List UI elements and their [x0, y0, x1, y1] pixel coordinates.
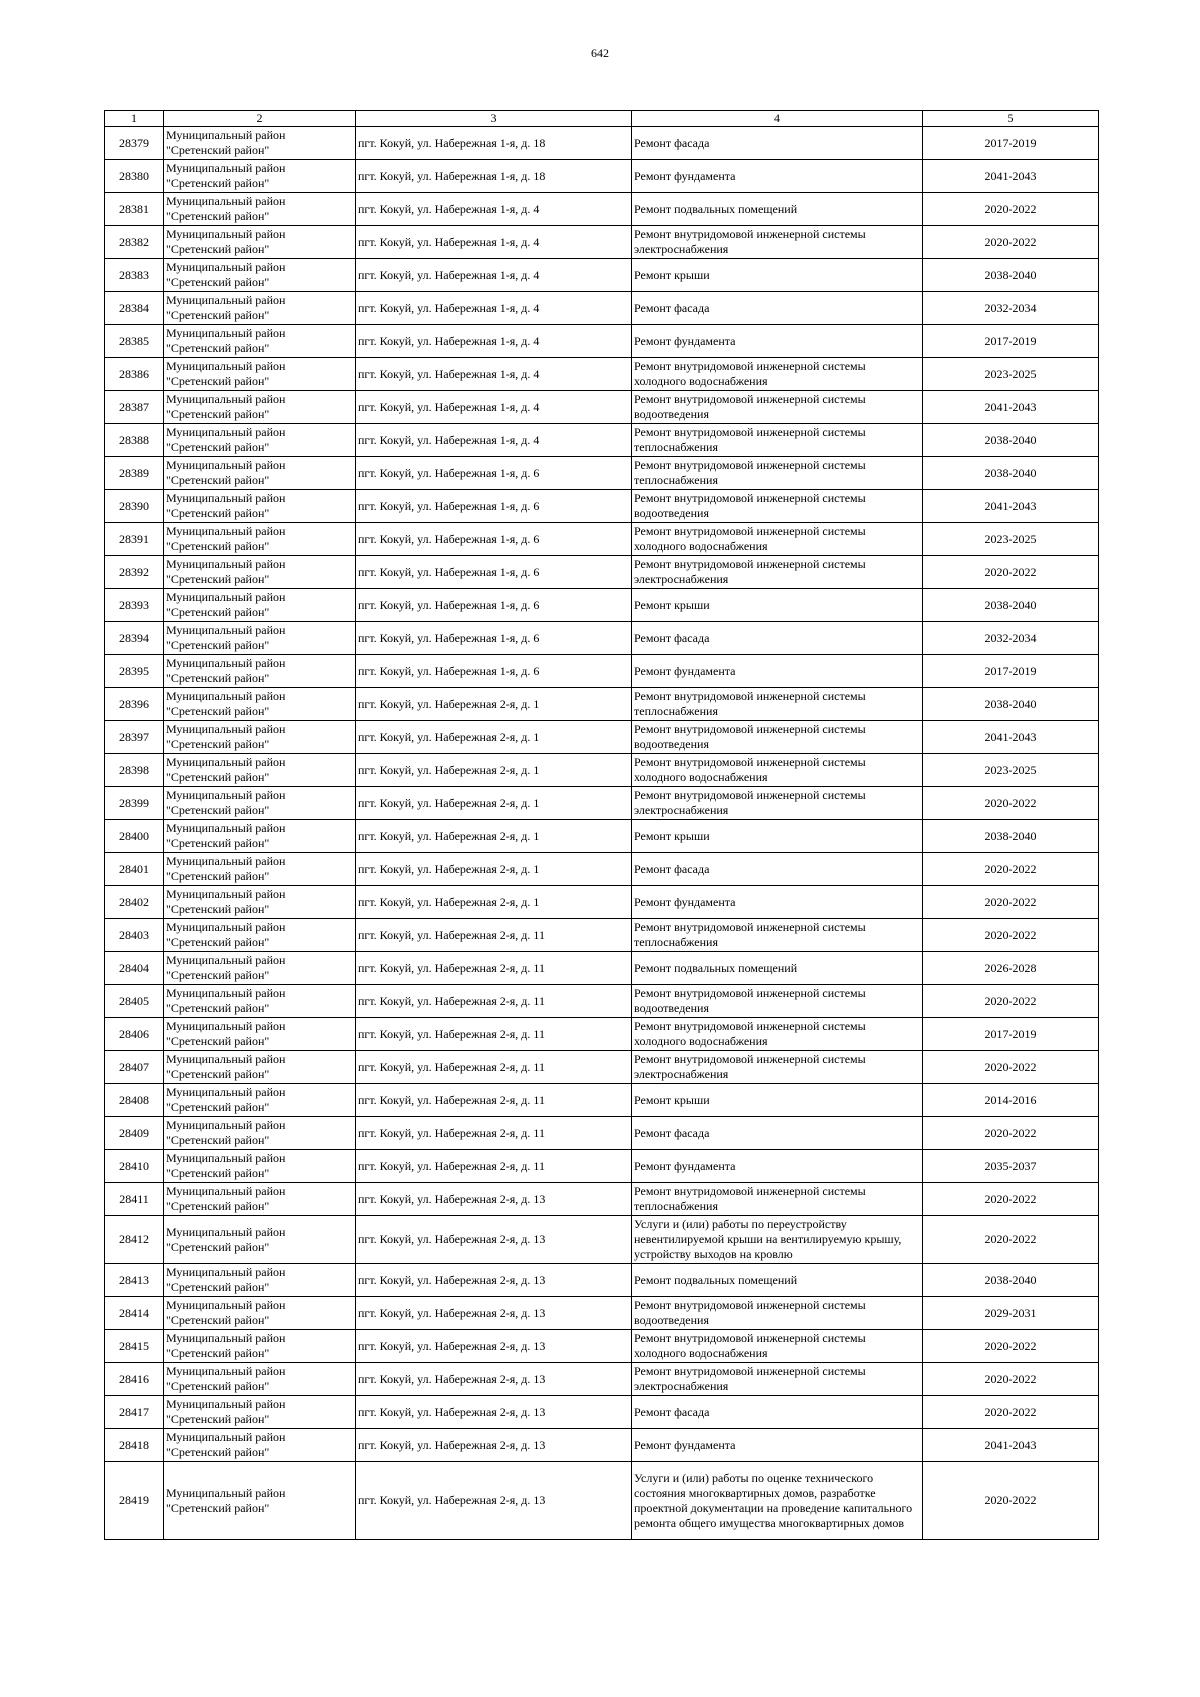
address-cell: пгт. Кокуй, ул. Набережная 2-я, д. 1: [356, 853, 632, 886]
address-cell: пгт. Кокуй, ул. Набережная 1-я, д. 4: [356, 259, 632, 292]
row-number-cell: 28404: [105, 952, 164, 985]
table-row: [105, 490, 1099, 523]
work-type-cell: Ремонт внутридомовой инженерной системы теплоснабжения: [632, 1183, 923, 1216]
district-cell: Муниципальный район "Сретенский район": [164, 622, 356, 655]
period-cell: 2023-2025: [923, 754, 1099, 787]
row-number-cell: 28385: [105, 325, 164, 358]
work-type-cell: Ремонт крыши: [632, 820, 923, 853]
row-number-cell: 28399: [105, 787, 164, 820]
address-cell: пгт. Кокуй, ул. Набережная 1-я, д. 4: [356, 325, 632, 358]
address-cell: пгт. Кокуй, ул. Набережная 2-я, д. 13: [356, 1429, 632, 1462]
period-cell: 2017-2019: [923, 325, 1099, 358]
work-type-cell: Ремонт внутридомовой инженерной системы электроснабжения: [632, 787, 923, 820]
row-number-cell: 28410: [105, 1150, 164, 1183]
district-cell: Муниципальный район "Сретенский район": [164, 1330, 356, 1363]
column-header-1: 1: [105, 111, 164, 127]
row-number-cell: 28393: [105, 589, 164, 622]
period-cell: 2020-2022: [923, 1051, 1099, 1084]
district-cell: Муниципальный район "Сретенский район": [164, 292, 356, 325]
work-type-cell: Ремонт внутридомовой инженерной системы холодного водоснабжения: [632, 1330, 923, 1363]
table-row: [105, 787, 1099, 820]
district-cell: Муниципальный район "Сретенский район": [164, 1396, 356, 1429]
period-cell: 2032-2034: [923, 622, 1099, 655]
period-cell: 2032-2034: [923, 292, 1099, 325]
period-cell: 2020-2022: [923, 1117, 1099, 1150]
table-row: [105, 160, 1099, 193]
period-cell: 2020-2022: [923, 919, 1099, 952]
work-type-cell: Ремонт внутридомовой инженерной системы водоотведения: [632, 391, 923, 424]
period-cell: 2041-2043: [923, 490, 1099, 523]
table-row: [105, 721, 1099, 754]
address-cell: пгт. Кокуй, ул. Набережная 2-я, д. 11: [356, 1084, 632, 1117]
period-cell: 2029-2031: [923, 1297, 1099, 1330]
district-cell: Муниципальный район "Сретенский район": [164, 1084, 356, 1117]
table-row: [105, 457, 1099, 490]
row-number-cell: 28386: [105, 358, 164, 391]
table-row: [105, 226, 1099, 259]
period-cell: 2020-2022: [923, 1216, 1099, 1264]
period-cell: 2041-2043: [923, 1429, 1099, 1462]
table-row: [105, 853, 1099, 886]
district-cell: Муниципальный район "Сретенский район": [164, 160, 356, 193]
district-cell: Муниципальный район "Сретенский район": [164, 985, 356, 1018]
district-cell: Муниципальный район "Сретенский район": [164, 1363, 356, 1396]
period-cell: 2038-2040: [923, 589, 1099, 622]
row-number-cell: 28406: [105, 1018, 164, 1051]
period-cell: 2017-2019: [923, 127, 1099, 160]
district-cell: Муниципальный район "Сретенский район": [164, 1018, 356, 1051]
period-cell: 2020-2022: [923, 556, 1099, 589]
row-number-cell: 28396: [105, 688, 164, 721]
district-cell: Муниципальный район "Сретенский район": [164, 358, 356, 391]
address-cell: пгт. Кокуй, ул. Набережная 2-я, д. 11: [356, 985, 632, 1018]
table-row: [105, 259, 1099, 292]
period-cell: 2020-2022: [923, 1462, 1099, 1540]
table-row: [105, 523, 1099, 556]
row-number-cell: 28413: [105, 1264, 164, 1297]
period-cell: 2026-2028: [923, 952, 1099, 985]
district-cell: Муниципальный район "Сретенский район": [164, 1264, 356, 1297]
period-cell: 2038-2040: [923, 1264, 1099, 1297]
table-row: [105, 193, 1099, 226]
period-cell: 2020-2022: [923, 1183, 1099, 1216]
row-number-cell: 28416: [105, 1363, 164, 1396]
work-type-cell: Ремонт крыши: [632, 589, 923, 622]
table-row: [105, 688, 1099, 721]
work-type-cell: Ремонт фундамента: [632, 655, 923, 688]
work-type-cell: Ремонт фасада: [632, 853, 923, 886]
district-cell: Муниципальный район "Сретенский район": [164, 853, 356, 886]
address-cell: пгт. Кокуй, ул. Набережная 1-я, д. 4: [356, 391, 632, 424]
address-cell: пгт. Кокуй, ул. Набережная 2-я, д. 13: [356, 1216, 632, 1264]
period-cell: 2023-2025: [923, 523, 1099, 556]
row-number-cell: 28403: [105, 919, 164, 952]
address-cell: пгт. Кокуй, ул. Набережная 2-я, д. 13: [356, 1183, 632, 1216]
address-cell: пгт. Кокуй, ул. Набережная 1-я, д. 6: [356, 655, 632, 688]
table-row: [105, 1264, 1099, 1297]
period-cell: 2014-2016: [923, 1084, 1099, 1117]
work-type-cell: Ремонт крыши: [632, 1084, 923, 1117]
table-header: [105, 111, 1099, 127]
row-number-cell: 28387: [105, 391, 164, 424]
period-cell: 2038-2040: [923, 688, 1099, 721]
work-type-cell: Ремонт внутридомовой инженерной системы теплоснабжения: [632, 424, 923, 457]
district-cell: Муниципальный район "Сретенский район": [164, 721, 356, 754]
row-number-cell: 28409: [105, 1117, 164, 1150]
address-cell: пгт. Кокуй, ул. Набережная 2-я, д. 11: [356, 1018, 632, 1051]
table-row: [105, 1018, 1099, 1051]
period-cell: 2020-2022: [923, 886, 1099, 919]
table-row: [105, 622, 1099, 655]
address-cell: пгт. Кокуй, ул. Набережная 2-я, д. 13: [356, 1363, 632, 1396]
period-cell: 2041-2043: [923, 160, 1099, 193]
row-number-cell: 28391: [105, 523, 164, 556]
address-cell: пгт. Кокуй, ул. Набережная 2-я, д. 13: [356, 1462, 632, 1540]
address-cell: пгт. Кокуй, ул. Набережная 2-я, д. 1: [356, 820, 632, 853]
row-number-cell: 28395: [105, 655, 164, 688]
table-row: [105, 358, 1099, 391]
period-cell: 2020-2022: [923, 985, 1099, 1018]
work-type-cell: Ремонт внутридомовой инженерной системы водоотведения: [632, 721, 923, 754]
work-type-cell: Ремонт подвальных помещений: [632, 952, 923, 985]
row-number-cell: 28398: [105, 754, 164, 787]
address-cell: пгт. Кокуй, ул. Набережная 2-я, д. 11: [356, 919, 632, 952]
work-type-cell: Ремонт подвальных помещений: [632, 1264, 923, 1297]
row-number-cell: 28415: [105, 1330, 164, 1363]
table-row: [105, 1183, 1099, 1216]
period-cell: 2020-2022: [923, 1396, 1099, 1429]
table-row: [105, 820, 1099, 853]
table-row: [105, 1297, 1099, 1330]
period-cell: 2035-2037: [923, 1150, 1099, 1183]
table-body: [105, 127, 1099, 1540]
district-cell: Муниципальный район "Сретенский район": [164, 325, 356, 358]
table-row: [105, 1216, 1099, 1264]
table-row: [105, 1117, 1099, 1150]
work-type-cell: Ремонт фундамента: [632, 1429, 923, 1462]
period-cell: 2020-2022: [923, 226, 1099, 259]
work-type-cell: Ремонт фундамента: [632, 886, 923, 919]
work-type-cell: Ремонт внутридомовой инженерной системы теплоснабжения: [632, 919, 923, 952]
district-cell: Муниципальный район "Сретенский район": [164, 589, 356, 622]
table-row: [105, 1330, 1099, 1363]
address-cell: пгт. Кокуй, ул. Набережная 2-я, д. 11: [356, 1150, 632, 1183]
table-row: [105, 952, 1099, 985]
work-type-cell: Ремонт внутридомовой инженерной системы водоотведения: [632, 1297, 923, 1330]
district-cell: Муниципальный район "Сретенский район": [164, 820, 356, 853]
district-cell: Муниципальный район "Сретенский район": [164, 655, 356, 688]
address-cell: пгт. Кокуй, ул. Набережная 1-я, д. 4: [356, 226, 632, 259]
district-cell: Муниципальный район "Сретенский район": [164, 1216, 356, 1264]
work-type-cell: Ремонт подвальных помещений: [632, 193, 923, 226]
work-type-cell: Услуги и (или) работы по оценке технического состояния многоквартирных домов, разработке проектной документации на проведение капитального ремонта общего имущества многоквартирных домов: [632, 1462, 923, 1540]
period-cell: 2041-2043: [923, 721, 1099, 754]
address-cell: пгт. Кокуй, ул. Набережная 1-я, д. 18: [356, 160, 632, 193]
address-cell: пгт. Кокуй, ул. Набережная 2-я, д. 1: [356, 688, 632, 721]
district-cell: Муниципальный район "Сретенский район": [164, 886, 356, 919]
address-cell: пгт. Кокуй, ул. Набережная 2-я, д. 13: [356, 1396, 632, 1429]
period-cell: 2017-2019: [923, 655, 1099, 688]
period-cell: 2020-2022: [923, 1363, 1099, 1396]
work-type-cell: Ремонт внутридомовой инженерной системы холодного водоснабжения: [632, 358, 923, 391]
work-type-cell: Ремонт внутридомовой инженерной системы электроснабжения: [632, 1051, 923, 1084]
address-cell: пгт. Кокуй, ул. Набережная 2-я, д. 13: [356, 1264, 632, 1297]
work-type-cell: Ремонт внутридомовой инженерной системы электроснабжения: [632, 226, 923, 259]
row-number-cell: 28414: [105, 1297, 164, 1330]
row-number-cell: 28402: [105, 886, 164, 919]
address-cell: пгт. Кокуй, ул. Набережная 2-я, д. 11: [356, 1117, 632, 1150]
district-cell: Муниципальный район "Сретенский район": [164, 127, 356, 160]
period-cell: 2020-2022: [923, 787, 1099, 820]
work-type-cell: Ремонт фасада: [632, 1396, 923, 1429]
row-number-cell: 28388: [105, 424, 164, 457]
district-cell: Муниципальный район "Сретенский район": [164, 754, 356, 787]
row-number-cell: 28411: [105, 1183, 164, 1216]
district-cell: Муниципальный район "Сретенский район": [164, 1297, 356, 1330]
address-cell: пгт. Кокуй, ул. Набережная 1-я, д. 6: [356, 622, 632, 655]
district-cell: Муниципальный район "Сретенский район": [164, 391, 356, 424]
row-number-cell: 28381: [105, 193, 164, 226]
table-row: [105, 985, 1099, 1018]
table-row: [105, 391, 1099, 424]
address-cell: пгт. Кокуй, ул. Набережная 2-я, д. 1: [356, 886, 632, 919]
work-type-cell: Ремонт фасада: [632, 127, 923, 160]
row-number-cell: 28412: [105, 1216, 164, 1264]
table-row: [105, 1429, 1099, 1462]
work-type-cell: Ремонт внутридомовой инженерной системы теплоснабжения: [632, 457, 923, 490]
work-type-cell: Ремонт фундамента: [632, 160, 923, 193]
address-cell: пгт. Кокуй, ул. Набережная 2-я, д. 13: [356, 1297, 632, 1330]
column-header-4: 4: [632, 111, 923, 127]
column-header-5: 5: [923, 111, 1099, 127]
district-cell: Муниципальный район "Сретенский район": [164, 688, 356, 721]
district-cell: Муниципальный район "Сретенский район": [164, 1150, 356, 1183]
table-row: [105, 1150, 1099, 1183]
address-cell: пгт. Кокуй, ул. Набережная 1-я, д. 4: [356, 292, 632, 325]
column-header-3: 3: [356, 111, 632, 127]
table-row: [105, 292, 1099, 325]
row-number-cell: 28382: [105, 226, 164, 259]
work-type-cell: Ремонт фасада: [632, 292, 923, 325]
address-cell: пгт. Кокуй, ул. Набережная 1-я, д. 18: [356, 127, 632, 160]
period-cell: 2038-2040: [923, 820, 1099, 853]
row-number-cell: 28392: [105, 556, 164, 589]
work-type-cell: Услуги и (или) работы по переустройству невентилируемой крыши на вентилируемую крышу, устройству выходов на кровлю: [632, 1216, 923, 1264]
period-cell: 2017-2019: [923, 1018, 1099, 1051]
district-cell: Муниципальный район "Сретенский район": [164, 490, 356, 523]
district-cell: Муниципальный район "Сретенский район": [164, 226, 356, 259]
table-row: [105, 754, 1099, 787]
district-cell: Муниципальный район "Сретенский район": [164, 193, 356, 226]
district-cell: Муниципальный район "Сретенский район": [164, 787, 356, 820]
address-cell: пгт. Кокуй, ул. Набережная 1-я, д. 4: [356, 193, 632, 226]
work-type-cell: Ремонт внутридомовой инженерной системы водоотведения: [632, 490, 923, 523]
work-type-cell: Ремонт внутридомовой инженерной системы теплоснабжения: [632, 688, 923, 721]
capital-repair-table: [104, 110, 1099, 1540]
row-number-cell: 28390: [105, 490, 164, 523]
row-number-cell: 28405: [105, 985, 164, 1018]
table-row: [105, 589, 1099, 622]
district-cell: Муниципальный район "Сретенский район": [164, 1117, 356, 1150]
district-cell: Муниципальный район "Сретенский район": [164, 523, 356, 556]
row-number-cell: 28384: [105, 292, 164, 325]
period-cell: 2020-2022: [923, 853, 1099, 886]
period-cell: 2020-2022: [923, 1330, 1099, 1363]
row-number-cell: 28379: [105, 127, 164, 160]
district-cell: Муниципальный район "Сретенский район": [164, 259, 356, 292]
work-type-cell: Ремонт внутридомовой инженерной системы электроснабжения: [632, 556, 923, 589]
period-cell: 2038-2040: [923, 259, 1099, 292]
district-cell: Муниципальный район "Сретенский район": [164, 919, 356, 952]
work-type-cell: Ремонт внутридомовой инженерной системы холодного водоснабжения: [632, 754, 923, 787]
district-cell: Муниципальный район "Сретенский район": [164, 1051, 356, 1084]
row-number-cell: 28380: [105, 160, 164, 193]
table-row: [105, 424, 1099, 457]
row-number-cell: 28389: [105, 457, 164, 490]
district-cell: Муниципальный район "Сретенский район": [164, 1429, 356, 1462]
work-type-cell: Ремонт фундамента: [632, 1150, 923, 1183]
table-row: [105, 1462, 1099, 1540]
table-row: [105, 1363, 1099, 1396]
address-cell: пгт. Кокуй, ул. Набережная 2-я, д. 11: [356, 952, 632, 985]
table-row: [105, 886, 1099, 919]
column-header-2: 2: [164, 111, 356, 127]
period-cell: 2038-2040: [923, 457, 1099, 490]
work-type-cell: Ремонт фундамента: [632, 325, 923, 358]
row-number-cell: 28417: [105, 1396, 164, 1429]
address-cell: пгт. Кокуй, ул. Набережная 1-я, д. 6: [356, 523, 632, 556]
row-number-cell: 28408: [105, 1084, 164, 1117]
page-number: 642: [591, 46, 609, 60]
district-cell: Муниципальный район "Сретенский район": [164, 1183, 356, 1216]
period-cell: 2041-2043: [923, 391, 1099, 424]
table-row: [105, 556, 1099, 589]
work-type-cell: Ремонт фасада: [632, 622, 923, 655]
header-row: [105, 111, 1099, 127]
address-cell: пгт. Кокуй, ул. Набережная 1-я, д. 4: [356, 358, 632, 391]
address-cell: пгт. Кокуй, ул. Набережная 2-я, д. 1: [356, 721, 632, 754]
table-row: [105, 919, 1099, 952]
table-row: [105, 655, 1099, 688]
work-type-cell: Ремонт крыши: [632, 259, 923, 292]
table-row: [105, 127, 1099, 160]
row-number-cell: 28383: [105, 259, 164, 292]
row-number-cell: 28397: [105, 721, 164, 754]
address-cell: пгт. Кокуй, ул. Набережная 1-я, д. 6: [356, 556, 632, 589]
address-cell: пгт. Кокуй, ул. Набережная 1-я, д. 6: [356, 457, 632, 490]
table-row: [105, 1051, 1099, 1084]
row-number-cell: 28401: [105, 853, 164, 886]
address-cell: пгт. Кокуй, ул. Набережная 2-я, д. 11: [356, 1051, 632, 1084]
address-cell: пгт. Кокуй, ул. Набережная 1-я, д. 6: [356, 589, 632, 622]
district-cell: Муниципальный район "Сретенский район": [164, 424, 356, 457]
district-cell: Муниципальный район "Сретенский район": [164, 457, 356, 490]
period-cell: 2038-2040: [923, 424, 1099, 457]
work-type-cell: Ремонт внутридомовой инженерной системы водоотведения: [632, 985, 923, 1018]
address-cell: пгт. Кокуй, ул. Набережная 2-я, д. 1: [356, 754, 632, 787]
district-cell: Муниципальный район "Сретенский район": [164, 952, 356, 985]
address-cell: пгт. Кокуй, ул. Набережная 2-я, д. 1: [356, 787, 632, 820]
address-cell: пгт. Кокуй, ул. Набережная 1-я, д. 4: [356, 424, 632, 457]
address-cell: пгт. Кокуй, ул. Набережная 2-я, д. 13: [356, 1330, 632, 1363]
address-cell: пгт. Кокуй, ул. Набережная 1-я, д. 6: [356, 490, 632, 523]
row-number-cell: 28407: [105, 1051, 164, 1084]
district-cell: Муниципальный район "Сретенский район": [164, 1462, 356, 1540]
work-type-cell: Ремонт внутридомовой инженерной системы холодного водоснабжения: [632, 523, 923, 556]
row-number-cell: 28394: [105, 622, 164, 655]
work-type-cell: Ремонт фасада: [632, 1117, 923, 1150]
table-row: [105, 1396, 1099, 1429]
district-cell: Муниципальный район "Сретенский район": [164, 556, 356, 589]
period-cell: 2023-2025: [923, 358, 1099, 391]
table-row: [105, 1084, 1099, 1117]
row-number-cell: 28419: [105, 1462, 164, 1540]
table-row: [105, 325, 1099, 358]
work-type-cell: Ремонт внутридомовой инженерной системы электроснабжения: [632, 1363, 923, 1396]
period-cell: 2020-2022: [923, 193, 1099, 226]
row-number-cell: 28418: [105, 1429, 164, 1462]
row-number-cell: 28400: [105, 820, 164, 853]
work-type-cell: Ремонт внутридомовой инженерной системы холодного водоснабжения: [632, 1018, 923, 1051]
